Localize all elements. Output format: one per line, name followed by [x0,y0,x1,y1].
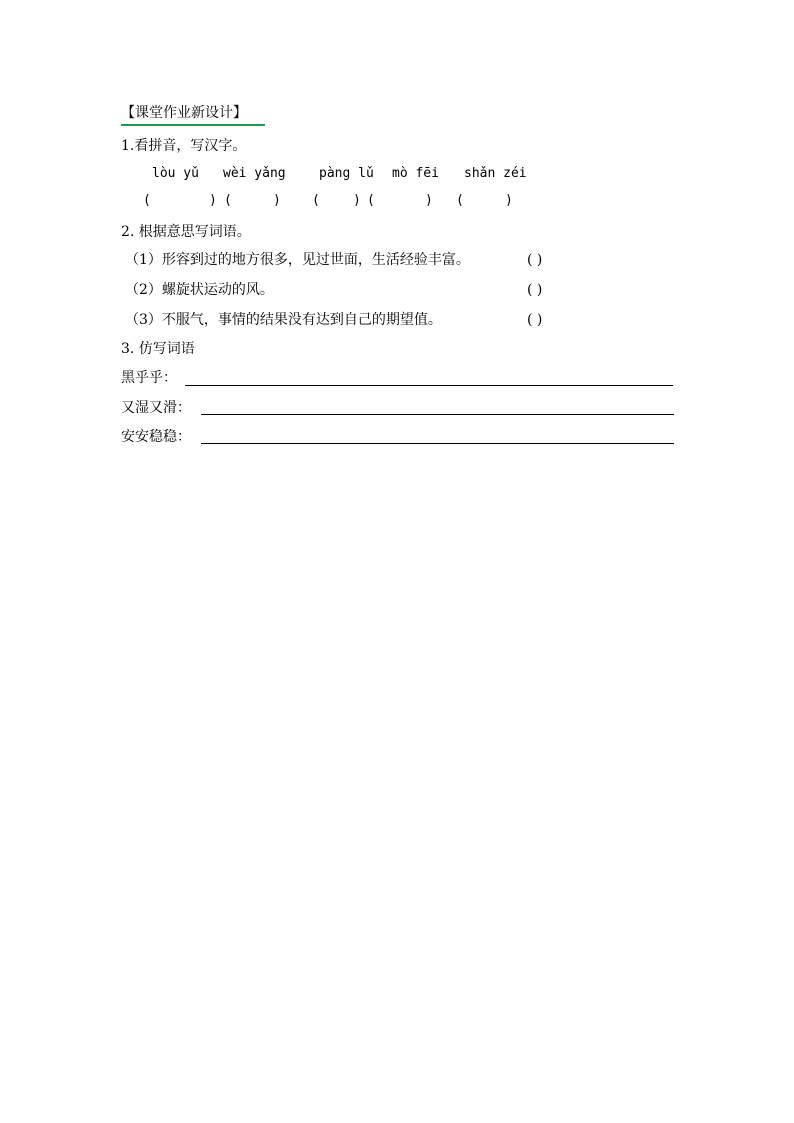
blank-2-open: ( [224,193,232,208]
definition-item-3: （3）不服气，事情的结果没有达到自己的期望值。 [125,312,442,328]
blank-5-close: ) [505,193,513,208]
question-3-title: 3. 仿写词语 [121,341,195,357]
definition-item-1: （1）形容到过的地方很多，见过世面，生活经验丰富。 [125,252,470,268]
blank-2-close: ) [273,193,281,208]
pinyin-4: mò fēi [392,166,439,181]
blank-3-open: ( [312,193,320,208]
answer-paren-2: ( ) [527,282,543,298]
blank-3-close: ) [353,193,361,208]
answer-line-1 [185,385,673,386]
answer-line-3 [201,443,674,444]
question-2-title: 2. 根据意思写词语。 [121,224,251,240]
blank-1-close: ) [209,193,217,208]
imitation-label-3: 安安稳稳： [121,429,191,445]
blank-1-open: ( [143,193,151,208]
blank-4-open: ( [367,193,375,208]
blank-4-close: ) [425,193,433,208]
definition-item-2: （2）螺旋状运动的风。 [125,282,274,298]
pinyin-2: wèi yǎng [223,166,286,181]
pinyin-3: pàng lǔ [319,166,374,181]
blank-5-open: ( [456,193,464,208]
answer-paren-1: ( ) [527,252,543,268]
imitation-label-1: 黑乎乎： [121,370,177,386]
heading-underline [121,124,265,126]
section-heading: 【课堂作业新设计】 [121,105,247,121]
question-1-title: 1.看拼音，写汉字。 [121,138,247,154]
answer-line-2 [201,414,674,415]
pinyin-1: lòu yǔ [152,166,199,181]
pinyin-5: shǎn zéi [464,166,527,181]
imitation-label-2: 又湿又滑： [121,400,191,416]
answer-paren-3: ( ) [527,312,543,328]
